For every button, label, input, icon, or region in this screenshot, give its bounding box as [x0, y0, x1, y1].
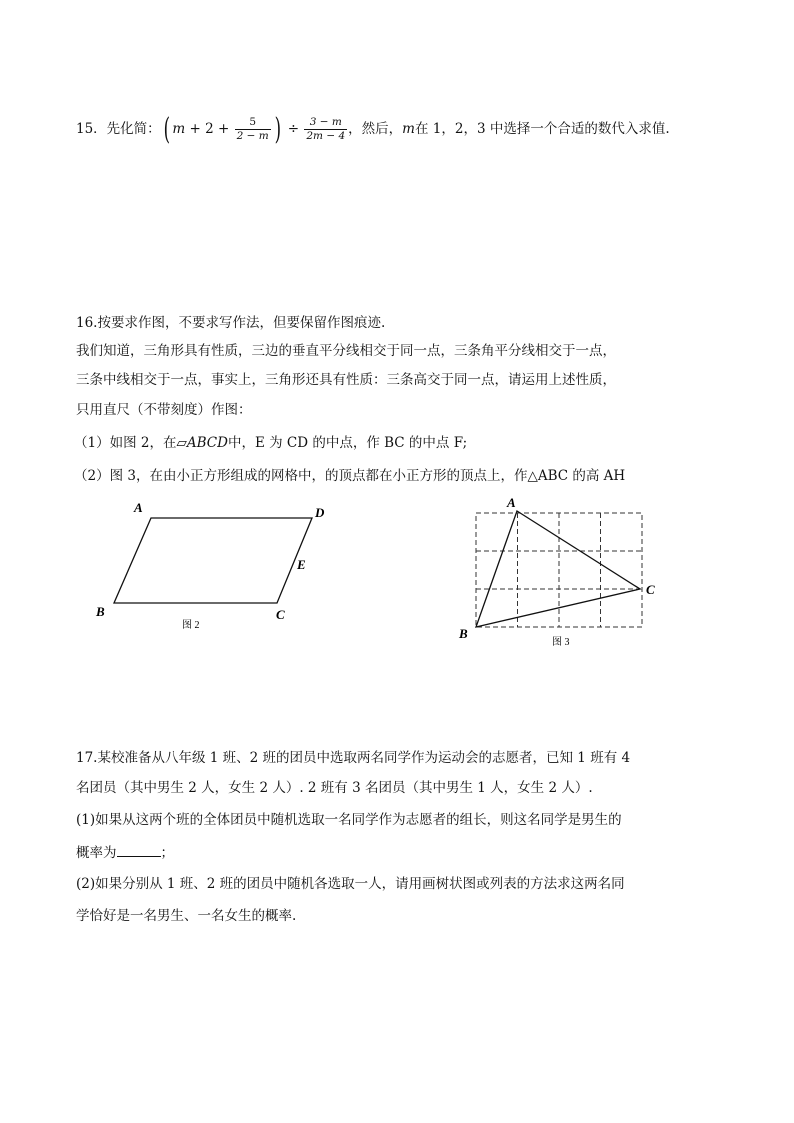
q15-plus-two: + 2 + — [185, 121, 234, 137]
parallelogram-abcd: ▱ABCD — [176, 435, 228, 451]
label-c: C — [646, 582, 655, 597]
label-b: B — [96, 604, 105, 619]
q16-part-2: （2）图 3，在由小正方形组成的网格中，的顶点都在小正方形的顶点上，作△ABC 的高 AH — [74, 468, 626, 484]
label-b: B — [459, 626, 468, 641]
q15-var-m-2: m — [402, 121, 415, 137]
q15-text-2: 在 1，2，3 中选择一个合适的数代入求值. — [414, 121, 670, 137]
q17-line-2: 名团员（其中男生 2 人，女生 2 人）. 2 班有 3 名团员（其中男生 1 人，女生 2 人）. — [76, 780, 593, 796]
parallelogram-shape — [114, 518, 312, 603]
q16-part-1-b: 中，E 为 CD 的中点，作 BC 的中点 F; — [227, 435, 468, 451]
q17-line-4 — [76, 842, 174, 863]
label-a: A — [507, 495, 516, 510]
q15-prefix: 15．先化简： — [76, 121, 161, 137]
fraction-denominator: 2m − 4 — [306, 130, 346, 142]
dashed-grid — [476, 513, 642, 627]
figure-3-caption: 图 3 — [552, 637, 570, 648]
q17-line-4-b: ； — [160, 845, 174, 861]
left-paren: ( — [163, 111, 170, 147]
fraction-3-minus-m-over-2m-minus-4 — [304, 116, 347, 143]
fraction-denominator: 2 − m — [236, 130, 269, 142]
q16-part-1-a: （1）如图 2，在 — [74, 435, 177, 451]
fraction-numerator: 3 − m — [304, 116, 347, 130]
answer-blank[interactable] — [117, 842, 161, 857]
q15-line — [76, 111, 670, 147]
q17-line-6: 学恰好是一名男生、一名女生的概率. — [76, 908, 297, 924]
label-c: C — [276, 607, 285, 622]
figure-2-parallelogram — [90, 495, 350, 640]
q17-line-1: 17.某校准备从八年级 1 班、2 班的团员中选取两名同学作为运动会的志愿者，已知 1 班有 4 — [76, 750, 631, 766]
q15-var-m: m — [172, 121, 186, 137]
triangle-abc — [476, 511, 640, 627]
figure-2-caption: 图 2 — [182, 620, 200, 631]
q16-line-3: 只用直尺（不带刻度）作图： — [76, 402, 252, 418]
q17-line-4-a: 概率为 — [76, 845, 117, 861]
figure-3-grid-triangle — [455, 495, 670, 655]
label-d: D — [315, 505, 325, 520]
q16-title: 16.按要求作图，不要求写作法，但要保留作图痕迹. — [76, 315, 386, 331]
label-a: A — [134, 500, 143, 515]
q15-divide: ÷ — [283, 121, 304, 137]
q17-line-3: (1)如果从这两个班的全体团员中随机选取一名同学作为志愿者的组长，则这名同学是男生的 — [76, 812, 622, 828]
fraction-numerator: 5 — [235, 116, 271, 130]
q16-line-2: 三条中线相交于一点，事实上，三角形还具有性质：三条高交于同一点，请运用上述性质， — [76, 372, 616, 388]
q16-part-1 — [74, 433, 467, 453]
q15-text-1: ，然后， — [348, 121, 403, 137]
fraction-5-over-2-minus-m — [235, 116, 271, 143]
q17-line-5: (2)如果分别从 1 班、2 班的团员中随机各选取一人，请用画树状图或列表的方法求这两名同 — [76, 876, 625, 892]
label-e: E — [297, 557, 306, 572]
right-paren: ) — [274, 111, 281, 147]
q16-line-1: 我们知道，三角形具有性质，三边的垂直平分线相交于同一点，三条角平分线相交于一点， — [76, 343, 616, 359]
